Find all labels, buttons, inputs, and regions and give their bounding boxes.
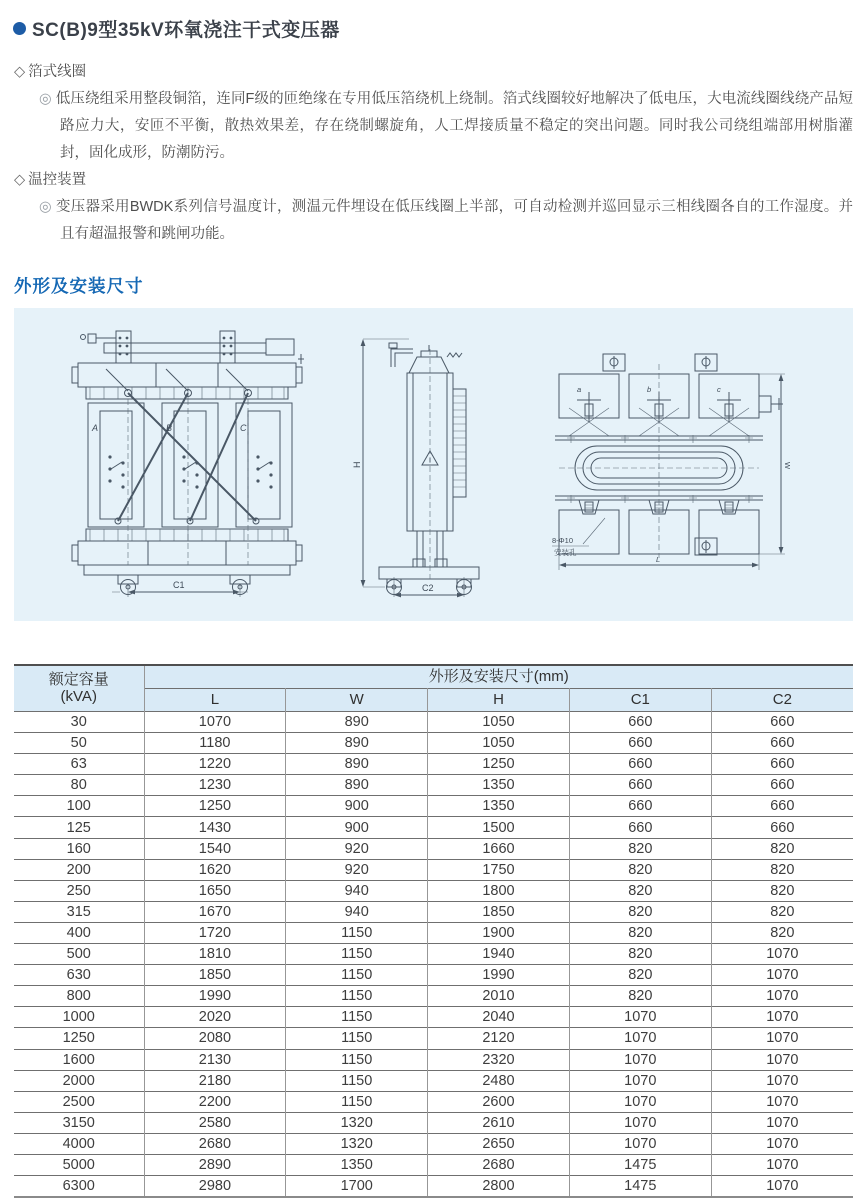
table-cell: 1150 (286, 965, 428, 986)
table-cell: 1150 (286, 1070, 428, 1091)
ring-icon: ◎ (39, 199, 52, 215)
table-cell: 1070 (711, 1070, 853, 1091)
table-cell: 1180 (144, 733, 286, 754)
table-cell: 890 (286, 712, 428, 733)
table-cell: 1070 (569, 1112, 711, 1133)
dim-label-w: W (783, 462, 792, 470)
coil-label-b: B (166, 422, 173, 433)
table-cell: 1070 (711, 1154, 853, 1175)
table-row (14, 1176, 853, 1198)
table-cell: 63 (14, 754, 144, 775)
column-header: L (144, 689, 286, 712)
table-cell: 1150 (286, 1049, 428, 1070)
dim-label-c2: C2 (422, 582, 434, 593)
table-cell: 1540 (144, 838, 286, 859)
table-cell: 1070 (711, 1091, 853, 1112)
table-cell: 1070 (569, 1049, 711, 1070)
table-header (14, 665, 853, 712)
table-cell: 900 (286, 817, 428, 838)
table-cell: 820 (711, 838, 853, 859)
table-cell: 400 (14, 922, 144, 943)
bullet-icon (13, 22, 26, 35)
ring-icon: ◎ (39, 91, 52, 107)
feature-heading-text: 箔式线圈 (28, 64, 87, 80)
drawings-panel (14, 308, 853, 621)
table-cell: 660 (711, 712, 853, 733)
table-cell: 2650 (428, 1133, 570, 1154)
table-cell: 1320 (286, 1112, 428, 1133)
table-cell: 660 (711, 796, 853, 817)
table-row (14, 754, 853, 775)
table-cell: 1810 (144, 944, 286, 965)
table-cell: 2480 (428, 1070, 570, 1091)
table-cell: 1475 (569, 1154, 711, 1175)
table-cell: 890 (286, 733, 428, 754)
dim-label-h: H (352, 461, 362, 468)
table-cell: 820 (711, 859, 853, 880)
table-row (14, 817, 853, 838)
page-header (13, 15, 867, 42)
table-cell: 1600 (14, 1049, 144, 1070)
table-cell: 500 (14, 944, 144, 965)
table-cell: 50 (14, 733, 144, 754)
table-cell: 1350 (428, 775, 570, 796)
table-cell: 660 (569, 817, 711, 838)
table-cell: 2980 (144, 1176, 286, 1198)
table-cell: 1350 (286, 1154, 428, 1175)
table-cell: 660 (569, 733, 711, 754)
feature-heading-foil (14, 59, 853, 86)
table-cell: 2680 (428, 1154, 570, 1175)
table-cell: 660 (569, 754, 711, 775)
table-cell: 890 (286, 775, 428, 796)
table-row (14, 1091, 853, 1112)
table-cell: 1320 (286, 1133, 428, 1154)
section-title: 外形及安装尺寸 (14, 276, 144, 296)
capacity-column-header: 额定容量 (kVA) (14, 665, 144, 712)
table-cell: 1070 (711, 1049, 853, 1070)
table-cell: 1050 (428, 733, 570, 754)
table-cell: 3150 (14, 1112, 144, 1133)
table-cell: 2020 (144, 1007, 286, 1028)
table-cell: 2080 (144, 1028, 286, 1049)
table-row (14, 796, 853, 817)
table-cell: 1070 (711, 944, 853, 965)
table-cell: 2180 (144, 1070, 286, 1091)
table-cell: 1250 (144, 796, 286, 817)
table-cell: 660 (569, 712, 711, 733)
table-row (14, 986, 853, 1007)
table-cell: 1250 (14, 1028, 144, 1049)
table-cell: 1150 (286, 944, 428, 965)
table-cell: 1150 (286, 1091, 428, 1112)
page-title: SC(B)9型35kV环氧浇注干式变压器 (32, 20, 340, 41)
table-cell: 1850 (428, 901, 570, 922)
table-cell: 1070 (569, 1007, 711, 1028)
table-cell: 80 (14, 775, 144, 796)
table-cell: 1070 (711, 986, 853, 1007)
table-row (14, 1028, 853, 1049)
table-cell: 1500 (428, 817, 570, 838)
table-cell: 820 (711, 922, 853, 943)
feature-list (14, 59, 853, 248)
table-cell: 1070 (711, 1133, 853, 1154)
table-cell: 1070 (569, 1028, 711, 1049)
table-cell: 1650 (144, 880, 286, 901)
table-cell: 1050 (428, 712, 570, 733)
table-cell: 1000 (14, 1007, 144, 1028)
feature-heading-temp (14, 167, 853, 194)
table-cell: 2600 (428, 1091, 570, 1112)
holes-note-line1: 8-Φ10 (552, 536, 573, 545)
column-header: C1 (569, 689, 711, 712)
table-cell: 1350 (428, 796, 570, 817)
table-cell: 2000 (14, 1070, 144, 1091)
table-cell: 1230 (144, 775, 286, 796)
table-cell: 1070 (711, 1007, 853, 1028)
table-row (14, 901, 853, 922)
table-cell: 900 (286, 796, 428, 817)
dim-label-l: L (656, 555, 661, 564)
side-view-drawing (351, 329, 501, 601)
table-cell: 1070 (711, 1176, 853, 1198)
top-view-drawing (547, 352, 797, 577)
table-row (14, 859, 853, 880)
table-cell: 820 (569, 880, 711, 901)
table-cell: 2120 (428, 1028, 570, 1049)
diamond-icon: ◇ (14, 172, 26, 188)
feature-heading-text: 温控装置 (28, 172, 87, 188)
table-cell: 2320 (428, 1049, 570, 1070)
table-row (14, 922, 853, 943)
table-cell: 1070 (569, 1091, 711, 1112)
bushing-label-a: a (577, 385, 582, 394)
table-row (14, 1007, 853, 1028)
front-view-drawing (70, 329, 305, 601)
table-cell: 1850 (144, 965, 286, 986)
table-cell: 2680 (144, 1133, 286, 1154)
table-cell: 1220 (144, 754, 286, 775)
feature-paragraph-foil (14, 86, 853, 167)
table-cell: 820 (569, 859, 711, 880)
group-header: 外形及安装尺寸(mm) (144, 665, 853, 689)
table-cell: 1475 (569, 1176, 711, 1198)
table-cell: 1660 (428, 838, 570, 859)
table-row (14, 1133, 853, 1154)
column-header: H (428, 689, 570, 712)
table-body (14, 712, 853, 1198)
table-row (14, 1154, 853, 1175)
table-row (14, 880, 853, 901)
table-cell: 820 (569, 944, 711, 965)
table-cell: 1990 (428, 965, 570, 986)
feature-paragraph-text: 变压器采用BWDK系列信号温度计，测温元件埋设在低压线圈上半部，可自动检测并巡回显示三相线圈各自的工作湿度。并且有超温报警和跳闸功能。 (55, 199, 854, 242)
table-cell: 1800 (428, 880, 570, 901)
table-cell: 2580 (144, 1112, 286, 1133)
table-cell: 250 (14, 880, 144, 901)
table-row (14, 838, 853, 859)
table-cell: 2500 (14, 1091, 144, 1112)
table-cell: 1150 (286, 1028, 428, 1049)
table-cell: 920 (286, 859, 428, 880)
table-cell: 1620 (144, 859, 286, 880)
table-row (14, 1049, 853, 1070)
table-cell: 890 (286, 754, 428, 775)
table-cell: 1070 (569, 1133, 711, 1154)
table-cell: 1150 (286, 922, 428, 943)
diamond-icon: ◇ (14, 64, 26, 80)
table-row (14, 775, 853, 796)
table-cell: 2800 (428, 1176, 570, 1198)
table-cell: 1940 (428, 944, 570, 965)
table-cell: 1070 (569, 1070, 711, 1091)
table-cell: 2890 (144, 1154, 286, 1175)
table-cell: 920 (286, 838, 428, 859)
coil-label-a: A (92, 422, 99, 433)
table-cell: 660 (711, 733, 853, 754)
column-header: C2 (711, 689, 853, 712)
table-cell: 820 (569, 901, 711, 922)
table-cell: 940 (286, 901, 428, 922)
table-cell: 660 (569, 775, 711, 796)
table-cell: 1990 (144, 986, 286, 1007)
dim-label-c1: C1 (173, 579, 185, 590)
table-row (14, 712, 853, 733)
table-cell: 1900 (428, 922, 570, 943)
column-header: W (286, 689, 428, 712)
table-cell: 1250 (428, 754, 570, 775)
table-cell: 1070 (711, 1028, 853, 1049)
table-cell: 2200 (144, 1091, 286, 1112)
feature-paragraph-text: 低压绕组采用整段铜箔，连同F级的匝绝缘在专用低压箔绕机上绕制。箔式线圈较好地解决了低电压，大电流线圈线绕产品短路应力大，安匝不平衡，散热效果差，存在绕制螺旋角，人工焊接质量不稳定的突出问题。同时我公司绕组端部用树脂灌封，固化成形，防潮防污。 (55, 91, 854, 161)
table-cell: 1750 (428, 859, 570, 880)
feature-paragraph-temp (14, 194, 853, 248)
table-cell: 200 (14, 859, 144, 880)
table-cell: 630 (14, 965, 144, 986)
table-cell: 1700 (286, 1176, 428, 1198)
table-cell: 2610 (428, 1112, 570, 1133)
table-cell: 660 (711, 817, 853, 838)
table-cell: 125 (14, 817, 144, 838)
bushing-label-b: b (647, 385, 652, 394)
table-cell: 1150 (286, 1007, 428, 1028)
table-row (14, 1070, 853, 1091)
dimensions-table (14, 664, 853, 1198)
table-cell: 1070 (711, 965, 853, 986)
table-cell: 820 (711, 880, 853, 901)
table-cell: 2130 (144, 1049, 286, 1070)
table-cell: 1720 (144, 922, 286, 943)
table-cell: 5000 (14, 1154, 144, 1175)
table-cell: 315 (14, 901, 144, 922)
table-row (14, 944, 853, 965)
bushing-label-c: c (717, 385, 721, 394)
table-cell: 820 (711, 901, 853, 922)
table-cell: 940 (286, 880, 428, 901)
table-cell: 800 (14, 986, 144, 1007)
table-cell: 4000 (14, 1133, 144, 1154)
table-cell: 100 (14, 796, 144, 817)
table-cell: 660 (711, 754, 853, 775)
table-cell: 820 (569, 838, 711, 859)
table-row (14, 1112, 853, 1133)
table-cell: 1070 (711, 1112, 853, 1133)
table-cell: 2010 (428, 986, 570, 1007)
coil-label-c: C (240, 422, 247, 433)
table-cell: 2040 (428, 1007, 570, 1028)
table-cell: 820 (569, 986, 711, 1007)
table-cell: 1070 (144, 712, 286, 733)
table-cell: 660 (711, 775, 853, 796)
table-cell: 6300 (14, 1176, 144, 1198)
table-cell: 1430 (144, 817, 286, 838)
table-cell: 820 (569, 922, 711, 943)
table-cell: 1150 (286, 986, 428, 1007)
table-cell: 1670 (144, 901, 286, 922)
table-cell: 820 (569, 965, 711, 986)
table-cell: 160 (14, 838, 144, 859)
holes-note-line2: 安装孔 (554, 548, 577, 557)
table-row (14, 965, 853, 986)
table-cell: 660 (569, 796, 711, 817)
table-cell: 30 (14, 712, 144, 733)
table-row (14, 733, 853, 754)
